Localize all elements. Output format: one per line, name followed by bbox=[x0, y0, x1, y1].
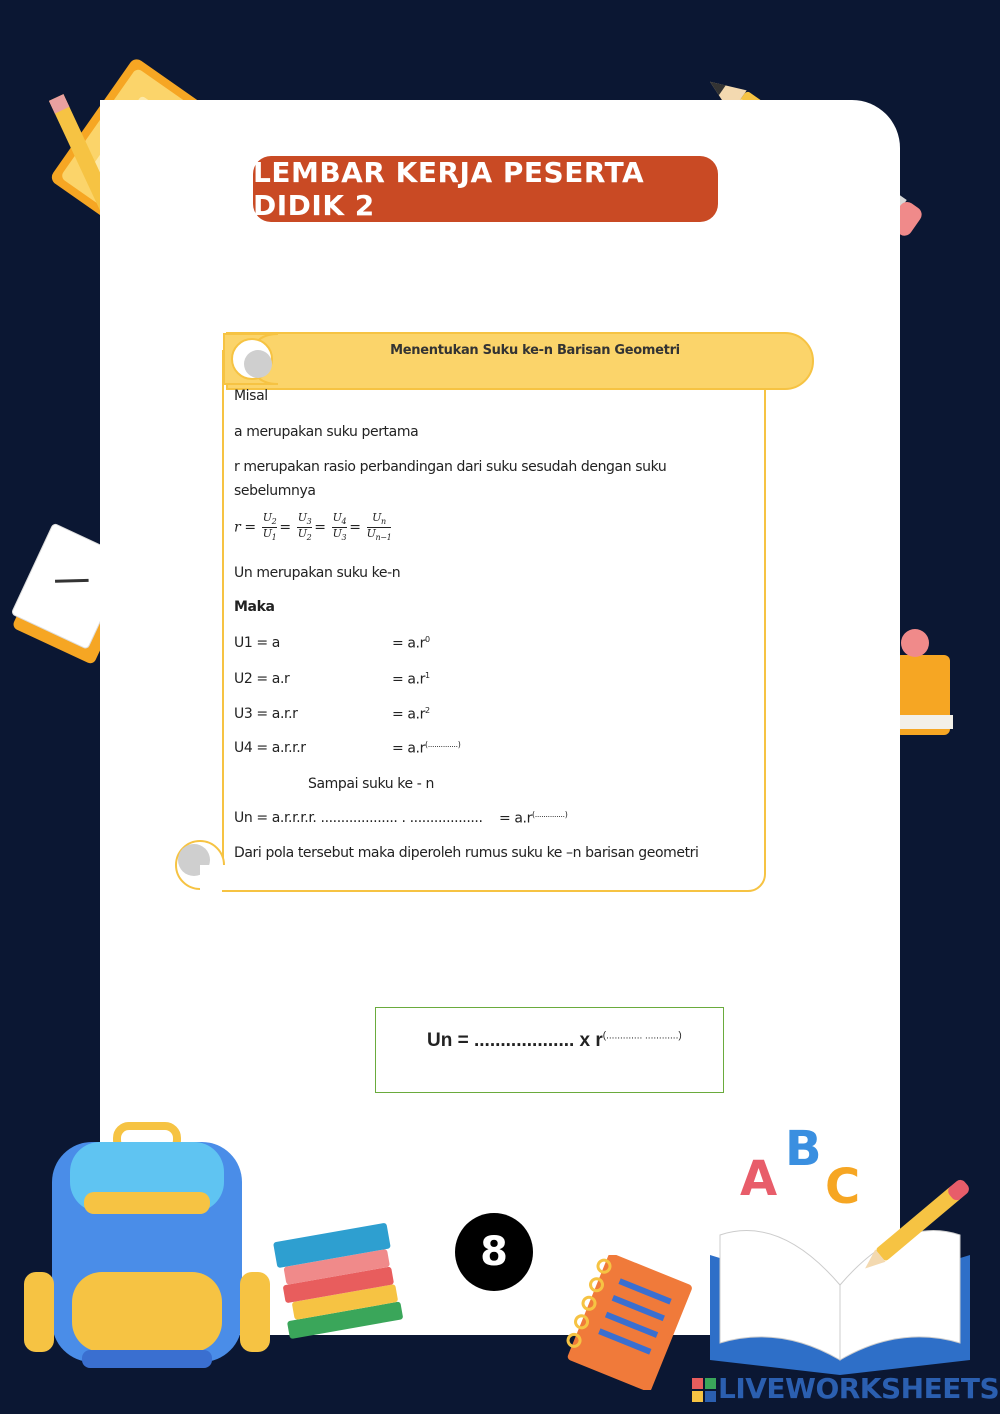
term-row-exponent: 1 bbox=[424, 671, 430, 680]
term-row-left: U1 = a bbox=[234, 635, 280, 651]
definition-r-line2: sebelumnya bbox=[234, 483, 316, 499]
term-row-exponent: 0 bbox=[424, 635, 430, 644]
stacked-books-illustration bbox=[270, 1212, 405, 1342]
un-expansion bbox=[234, 810, 734, 826]
worksheet-title: LEMBAR KERJA PESERTA DIDIK 2 bbox=[253, 156, 718, 222]
definition-un: Un merupakan suku ke-n bbox=[234, 565, 401, 581]
page-number: 8 bbox=[455, 1213, 533, 1291]
conclusion-text: Dari pola tersebut maka diperoleh rumus suku ke –n barisan geometri bbox=[234, 845, 699, 861]
definition-a: a merupakan suku pertama bbox=[234, 424, 419, 440]
spiral-notebook-illustration bbox=[565, 1255, 695, 1390]
term-row-exponent: 2 bbox=[424, 706, 430, 715]
term-row-right: = a.r bbox=[392, 740, 425, 757]
formula-text: Un = ................... x r bbox=[427, 1030, 603, 1051]
scroll-title: Menentukan Suku ke-n Barisan Geometri bbox=[390, 343, 680, 358]
term-row-left: U4 = a.r.r.r bbox=[234, 740, 306, 756]
scroll-curl-top bbox=[222, 332, 280, 386]
sampai-text: Sampai suku ke - n bbox=[308, 776, 434, 792]
misal-text: Misal bbox=[234, 388, 268, 404]
svg-text:B: B bbox=[785, 1121, 822, 1177]
exponent-blank-u4[interactable]: (..............) bbox=[424, 740, 461, 749]
book-right-illustration bbox=[895, 625, 955, 745]
scroll-header bbox=[226, 332, 814, 390]
formula-answer[interactable] bbox=[427, 1030, 682, 1052]
svg-text:A: A bbox=[740, 1151, 778, 1207]
maka-text: Maka bbox=[234, 599, 275, 615]
svg-text:C: C bbox=[825, 1159, 861, 1215]
term-row-right: = a.r bbox=[392, 635, 425, 652]
ratio-formula: r = $\frac{U_2}{U_1}$ = $\frac{U_3}{U_2}$ = $\frac{U_4}{U_3}$ = $\frac{U_n}{U_{n-1}}$ bbox=[234, 511, 392, 543]
term-row-4 bbox=[234, 740, 734, 756]
abc-open-book-illustration bbox=[700, 1115, 990, 1375]
liveworksheets-logo-icon bbox=[692, 1378, 716, 1402]
backpack-illustration bbox=[22, 1122, 272, 1372]
term-row-left: U3 = a.r.r bbox=[234, 706, 298, 722]
scroll-curl-bottom bbox=[172, 838, 230, 892]
term-row-2 bbox=[234, 671, 734, 687]
definition-r-line1: r merupakan rasio perbandingan dari suku sesudah dengan suku bbox=[234, 459, 667, 475]
term-row-right: = a.r bbox=[392, 706, 425, 723]
un-expansion-right: = a.r bbox=[499, 810, 532, 827]
formula-exponent-blank[interactable]: (............. ............) bbox=[602, 1030, 682, 1042]
exponent-blank-un[interactable]: (..............) bbox=[531, 810, 568, 819]
term-row-3 bbox=[234, 706, 734, 722]
term-row-right: = a.r bbox=[392, 671, 425, 688]
term-row-1 bbox=[234, 635, 734, 651]
un-expansion-left[interactable]: Un = a.r.r.r.r. ................... . .................. bbox=[234, 810, 483, 826]
term-row-left: U2 = a.r bbox=[234, 671, 290, 687]
liveworksheets-brand[interactable]: LIVEWORKSHEETS bbox=[718, 1372, 1000, 1405]
notebook-left-illustration bbox=[12, 515, 112, 665]
